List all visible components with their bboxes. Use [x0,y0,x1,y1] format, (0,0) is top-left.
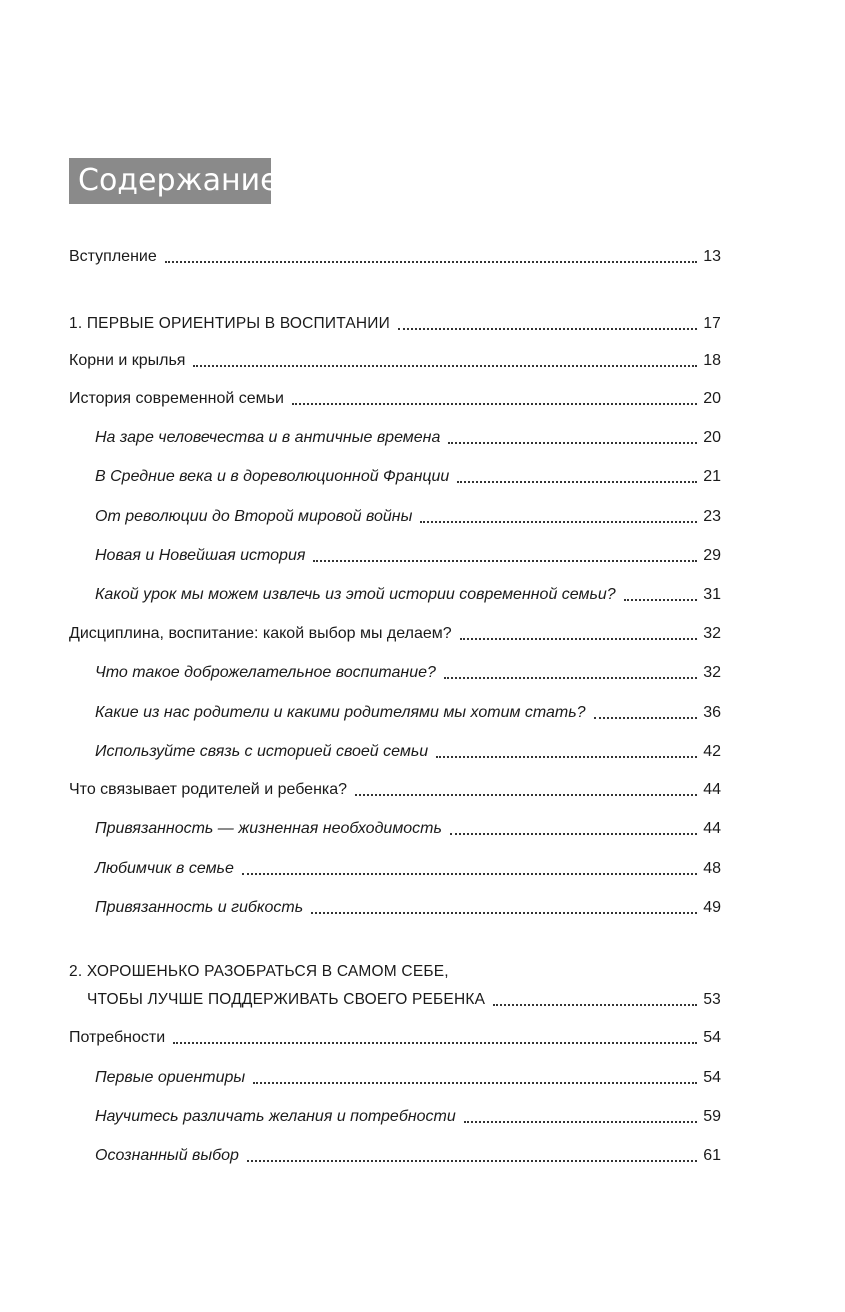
dot-leader [493,1004,697,1006]
toc-subentry[interactable] [95,463,721,487]
dot-leader [420,521,697,523]
toc-page-number: 20 [703,390,721,407]
dot-leader [173,1042,697,1044]
toc-subentry[interactable] [95,424,721,448]
toc-page-number: 48 [703,860,721,877]
toc-entry-label: Потребности [69,1029,166,1046]
dot-leader [436,756,697,758]
dot-leader [460,638,697,640]
dot-leader [448,442,697,444]
toc-entry-label: История современной семьи [69,390,284,407]
toc-entry-label: Осознанный выбор [95,1147,239,1164]
toc-entry-label: Дисциплина, воспитание: какой выбор мы делаем? [69,625,452,642]
toc-page-number: 54 [703,1029,721,1046]
toc-subentry[interactable] [95,1142,721,1166]
toc-page-number: 20 [703,429,721,446]
toc-entry-label: Вступление [69,248,157,265]
dot-leader [624,599,697,601]
toc-entry-intro[interactable] [69,243,721,267]
toc-page-number: 59 [703,1108,721,1125]
toc-entry-label: Привязанность и гибкость [95,899,304,916]
toc-subentry[interactable] [95,1103,721,1127]
toc-page-number: 53 [703,991,721,1008]
toc-entry-label: Научитесь различать желания и потребности [95,1108,456,1125]
toc-part-label: ЧТОБЫ ЛУЧШЕ ПОДДЕРЖИВАТЬ СВОЕГО РЕБЕНКА [87,991,486,1008]
toc-entry-label: Корни и крылья [69,352,186,369]
toc-entry[interactable] [69,347,721,371]
toc-subentry[interactable] [95,659,721,683]
toc-entry-label: Новая и Новейшая история [95,547,306,564]
toc-page-number: 44 [703,781,721,798]
toc-page-number: 32 [703,664,721,681]
toc-part-2[interactable] [87,986,721,1010]
toc-entry[interactable] [69,385,721,409]
toc-page-number: 32 [703,625,721,642]
toc-subentry[interactable] [95,1064,721,1088]
dot-leader [594,717,697,719]
toc-entry-label: Какой урок мы можем извлечь из этой истории современной семьи? [95,586,616,603]
dot-leader [450,833,697,835]
dot-leader [193,365,697,367]
dot-leader [292,403,697,405]
toc-entry-label: Какие из нас родители и какими родителями мы хотим стать? [95,704,586,721]
dot-leader [444,677,697,679]
dot-leader [313,560,697,562]
toc-page-number: 44 [703,820,721,837]
toc-entry-label: Используйте связь с историей своей семьи [95,743,429,760]
toc-subentry[interactable] [95,581,721,605]
toc-page-number: 42 [703,743,721,760]
dot-leader [464,1121,697,1123]
toc-page-number: 17 [703,315,721,332]
toc-page-number: 23 [703,508,721,525]
toc-entry[interactable] [69,1024,721,1048]
toc-subentry[interactable] [95,542,721,566]
toc-entry[interactable] [69,620,721,644]
toc-page-number: 36 [703,704,721,721]
toc-subentry[interactable] [95,855,721,879]
dot-leader [253,1082,697,1084]
dot-leader [457,481,697,483]
toc-page-number: 29 [703,547,721,564]
dot-leader [398,328,697,330]
toc-subentry[interactable] [95,503,721,527]
page-title: Содержание [69,158,271,204]
toc-entry-label: В Средние века и в дореволюционной Франции [95,468,450,485]
dot-leader [311,912,697,914]
toc-entry-label: Любимчик в семье [95,860,234,877]
toc-page-number: 18 [703,352,721,369]
dot-leader [242,873,697,875]
dot-leader [355,794,697,796]
toc-entry[interactable] [69,776,721,800]
toc-entry-label: От революции до Второй мировой войны [95,508,413,525]
toc-entry-label: Что такое доброжелательное воспитание? [95,664,436,681]
toc-entry-label: Что связывает родителей и ребенка? [69,781,348,798]
toc-subentry[interactable] [95,815,721,839]
toc-page-number: 61 [703,1147,721,1164]
dot-leader [247,1160,697,1162]
toc-page-number: 31 [703,586,721,603]
toc-entry-label: Привязанность — жизненная необходимость [95,820,442,837]
toc-part-2-line1[interactable]: 2. ХОРОШЕНЬКО РАЗОБРАТЬСЯ В САМОМ СЕБЕ, [69,963,449,980]
toc-page-number: 49 [703,899,721,916]
toc-subentry[interactable] [95,894,721,918]
toc-subentry[interactable] [95,699,721,723]
toc-part-1[interactable] [69,310,721,334]
dot-leader [165,261,697,263]
toc-entry-label: Первые ориентиры [95,1069,246,1086]
toc-entry-label: На заре человечества и в античные времена [95,429,441,446]
toc-page-number: 54 [703,1069,721,1086]
toc-part-label: 1. ПЕРВЫЕ ОРИЕНТИРЫ В ВОСПИТАНИИ [69,315,390,332]
toc-page-number: 13 [703,248,721,265]
toc-page-number: 21 [703,468,721,485]
toc-subentry[interactable] [95,738,721,762]
